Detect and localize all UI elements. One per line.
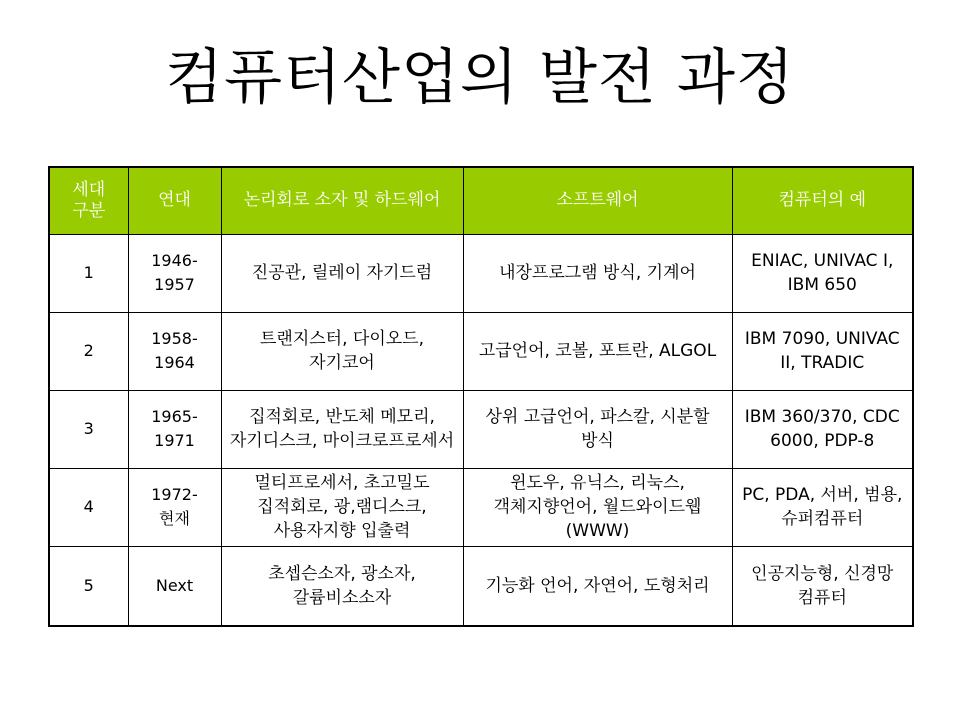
cell-software: 내장프로그램 방식, 기계어 (463, 234, 732, 312)
table-row (49, 390, 913, 468)
cell-examples: IBM 7090, UNIVAC II, TRADIC (732, 312, 913, 390)
cell-generation: 3 (49, 390, 128, 468)
cell-examples: ENIAC, UNIVAC I, IBM 650 (732, 234, 913, 312)
header-generation: 세대 구분 (49, 167, 128, 234)
cell-software: 기능화 언어, 자연어, 도형처리 (463, 546, 732, 626)
page-title: 컴퓨터산업의 발전 과정 (165, 43, 795, 113)
cell-generation: 4 (49, 468, 128, 546)
cell-examples: IBM 360/370, CDC 6000, PDP-8 (732, 390, 913, 468)
table-row (49, 234, 913, 312)
cell-period: 1946-1957 (128, 234, 221, 312)
cell-hardware: 멀티프로세서, 초고밀도 집적회로, 광,램디스크, 사용자지향 입출력 (221, 468, 463, 546)
cell-examples: 인공지능형, 신경망 컴퓨터 (732, 546, 913, 626)
cell-period: 1965-1971 (128, 390, 221, 468)
cell-software: 윈도우, 유닉스, 리눅스, 객체지향언어, 월드와이드웹(WWW) (463, 468, 732, 546)
cell-examples: PC, PDA, 서버, 범용, 슈퍼컴퓨터 (732, 468, 913, 546)
cell-hardware: 초셉슨소자, 광소자, 갈륨비소소자 (221, 546, 463, 626)
cell-hardware: 집적회로, 반도체 메모리, 자기디스크, 마이크로프로세서 (221, 390, 463, 468)
cell-hardware: 트랜지스터, 다이오드, 자기코어 (221, 312, 463, 390)
cell-period: 1972-현재 (128, 468, 221, 546)
cell-generation: 2 (49, 312, 128, 390)
cell-period: Next (128, 546, 221, 626)
computer-generations-table (48, 166, 914, 627)
cell-generation: 1 (49, 234, 128, 312)
cell-hardware: 진공관, 릴레이 자기드럼 (221, 234, 463, 312)
table-header-row (49, 167, 913, 234)
header-examples: 컴퓨터의 예 (732, 167, 913, 234)
cell-period: 1958-1964 (128, 312, 221, 390)
table-row (49, 468, 913, 546)
cell-software: 고급언어, 코볼, 포트란, ALGOL (463, 312, 732, 390)
table-row (49, 546, 913, 626)
header-period: 연대 (128, 167, 221, 234)
cell-generation: 5 (49, 546, 128, 626)
cell-software: 상위 고급언어, 파스칼, 시분할 방식 (463, 390, 732, 468)
header-hardware: 논리회로 소자 및 하드웨어 (221, 167, 463, 234)
table-row (49, 312, 913, 390)
header-software: 소프트웨어 (463, 167, 732, 234)
